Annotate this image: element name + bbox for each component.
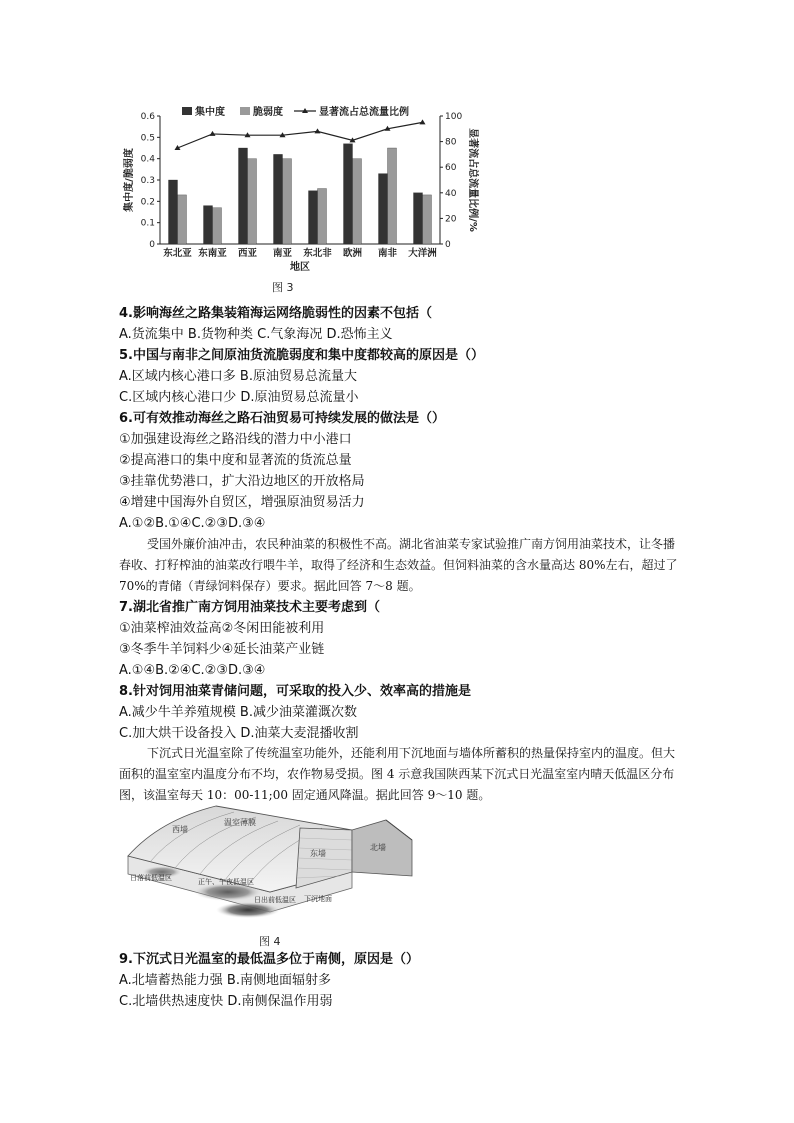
left-tick-label: 0.6 [140, 112, 155, 122]
bar-集中度 [414, 193, 423, 244]
q6-item-1: ①加强建设海丝之路沿线的潜力中小港口 [119, 432, 352, 447]
bar-集中度 [309, 191, 318, 244]
bar-脆弱度 [178, 195, 187, 244]
label-film: 温室薄膜 [224, 818, 256, 827]
q7-item-2: ③冬季牛羊饲料少④延长油菜产业链 [119, 642, 325, 657]
left-tick-label: 0.5 [140, 133, 155, 144]
legend-label: 脆弱度 [253, 107, 283, 118]
category-label: 大洋洲 [408, 248, 437, 259]
bar-集中度 [274, 154, 283, 244]
category-label: 东北亚 [163, 248, 192, 259]
q9-options-2: C.北墙供热速度快 D.南侧保温作用弱 [119, 994, 333, 1009]
bar-脆弱度 [213, 208, 222, 244]
bar-脆弱度 [283, 159, 292, 244]
y-axis-right-label: 显著流占总流量比例/% [467, 128, 478, 232]
legend-swatch [182, 107, 192, 115]
q6-options: A.①②B.①④C.②③D.③④ [119, 516, 266, 531]
line-marker [420, 119, 426, 124]
bar-脆弱度 [388, 148, 397, 244]
legend-swatch [240, 107, 250, 115]
chart-legend [182, 105, 409, 118]
q4-stem: 4.影响海丝之路集装箱海运网络脆弱性的因素不包括（ [119, 306, 432, 321]
q6-stem: 6.可有效推动海丝之路石油贸易可持续发展的做法是（） [119, 411, 445, 426]
bar-集中度 [379, 174, 388, 244]
q7-stem: 7.湖北省推广南方饲用油菜技术主要考虑到（ [119, 600, 380, 615]
q5-stem: 5.中国与南非之间原油货流脆弱度和集中度都较高的原因是（） [119, 348, 484, 363]
left-tick-label: 0.2 [140, 197, 155, 208]
figure3-chart [120, 104, 480, 274]
q9-stem: 9.下沉式日光温室的最低温多位于南侧，原因是（） [119, 952, 419, 967]
category-label: 欧洲 [342, 248, 363, 259]
label-sunrise-zone: 日出前低温区 [254, 896, 296, 904]
bar-脆弱度 [423, 195, 432, 244]
label-sunken-floor: 下沉地面 [304, 895, 332, 903]
right-tick-label: 60 [445, 163, 457, 174]
q6-item-2: ②提高港口的集中度和显著流的货流总量 [119, 453, 352, 468]
legend-label: 集中度 [195, 107, 225, 118]
line-marker [315, 128, 321, 133]
q7-options: A.①④B.②④C.②③D.③④ [119, 663, 266, 678]
figure4-greenhouse-diagram [120, 800, 420, 932]
right-tick-label: 0 [445, 240, 451, 250]
left-tick-label: 0 [149, 240, 155, 250]
right-tick-label: 100 [445, 112, 463, 122]
label-sunset-zone: 日落前低温区 [130, 874, 172, 882]
category-label: 南亚 [272, 248, 293, 259]
q5-options-1: A.区域内核心港口多 B.原油贸易总流量大 [119, 369, 357, 384]
label-east-wall: 东墙 [310, 849, 326, 858]
chart-line [175, 119, 426, 150]
bar-集中度 [239, 148, 248, 244]
bar-集中度 [169, 180, 178, 244]
left-tick-label: 0.3 [140, 176, 155, 186]
label-north-wall: 北墙 [370, 843, 386, 852]
figure3-caption: 图 3 [272, 281, 294, 294]
right-tick-label: 80 [445, 137, 457, 148]
q9-options-1: A.北墙蓄热能力强 B.南侧地面辐射多 [119, 973, 331, 988]
bar-集中度 [204, 206, 213, 244]
label-noon-zone: 正午、午夜低温区 [198, 878, 254, 886]
q5-options-2: C.区域内核心港口少 D.原油贸易总流量小 [119, 390, 359, 405]
label-west-wall: 西墙 [172, 825, 188, 834]
bar-脆弱度 [248, 159, 257, 244]
q8-stem: 8.针对饲用油菜青储问题，可采取的投入少、效率高的措施是 [119, 684, 471, 699]
bar-集中度 [344, 144, 353, 244]
category-label: 东北非 [303, 248, 332, 259]
bar-脆弱度 [353, 159, 362, 244]
chart-bars [169, 144, 432, 244]
passage-rapeseed: 受国外廉价油冲击，农民种油菜的积极性不高。湖北省油菜专家试验推广南方饲用油菜技术，让冬播春收、打籽榨油的油菜改行喂牛羊，取得了经济和生态效益。但饲料油菜的含水量高达 80%左右，超过了 70%的青储（青绿饲料保存）要求。据此回答 7～8 题。 [119, 537, 678, 593]
right-tick-label: 40 [445, 188, 457, 199]
right-tick-label: 20 [445, 214, 457, 225]
x-axis-label: 地区 [290, 262, 310, 273]
y-axis-label: 集中度/脆弱度 [124, 148, 135, 212]
bar-脆弱度 [318, 189, 327, 244]
q7-item-1: ①油菜榨油效益高②冬闲田能被利用 [119, 621, 325, 636]
left-tick-label: 0.4 [140, 154, 155, 165]
q8-options-1: A.减少牛羊养殖规模 B.减少油菜灌溉次数 [119, 705, 357, 720]
category-label: 东南亚 [198, 248, 227, 259]
q6-item-4: ④增建中国海外自贸区，增强原油贸易活力 [119, 495, 365, 510]
q8-options-2: C.加大烘干设备投入 D.油菜大麦混播收割 [119, 726, 359, 741]
sunrise-cold-zone [216, 902, 280, 918]
q4-options: A.货流集中 B.货物种类 C.气象海况 D.恐怖主义 [119, 327, 393, 342]
category-label: 南非 [377, 248, 398, 259]
q6-item-3: ③挂靠优势港口，扩大沿边地区的开放格局 [119, 474, 365, 489]
legend-label: 显著流占总流量比例 [319, 107, 409, 118]
category-label: 西亚 [237, 248, 258, 259]
figure4-caption: 图 4 [259, 935, 281, 948]
left-tick-label: 0.1 [140, 218, 155, 229]
passage-greenhouse: 下沉式日光温室除了传统温室功能外，还能利用下沉地面与墙体所蓄积的热量保持室内的温度。但大面积的温室室内温度分布不均，农作物易受损。图 4 示意我国陕西某下沉式日光温室室内晴天低温区分布图，该温室每天 10：00-11;00 固定通风降温。据此回答 9～10 题。 [119, 746, 676, 802]
